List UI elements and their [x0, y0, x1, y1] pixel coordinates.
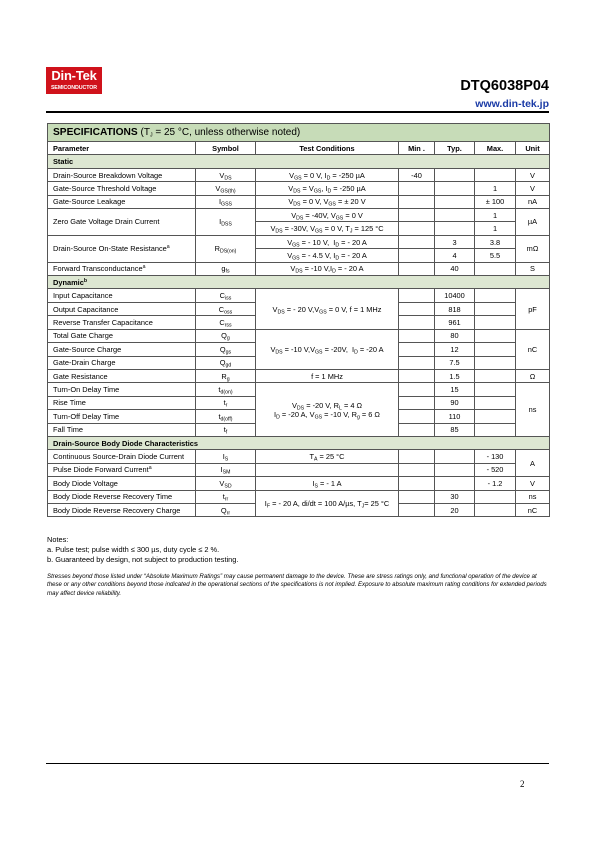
- unit-cell: pF: [516, 289, 550, 329]
- param-cell: Total Gate Charge: [48, 329, 196, 342]
- typ-cell: 12: [435, 343, 475, 356]
- param-cell: Gate-Source Leakage: [48, 195, 196, 208]
- min-cell: [399, 490, 435, 503]
- unit-cell: mΩ: [516, 235, 550, 262]
- param-cell: Gate Resistance: [48, 369, 196, 382]
- condition-cell: $V_{DS} = -30V$, $V_{GS} = 0$ V, $T_J = 125$ °C: [256, 222, 399, 235]
- typ-cell: 7.5: [435, 356, 475, 369]
- unit-cell: S: [516, 262, 550, 275]
- symbol-cell: $C_{iss}$: [196, 289, 256, 302]
- table-row: [48, 262, 550, 275]
- section-header-diode: Drain-Source Body Diode Characteristics: [48, 436, 550, 449]
- param-cell: Output Capacitance: [48, 302, 196, 315]
- param-cell: Turn-On Delay Time: [48, 383, 196, 396]
- min-cell: [399, 356, 435, 369]
- max-cell: [475, 289, 516, 302]
- unit-cell: A: [516, 450, 550, 477]
- table-row: [48, 450, 550, 463]
- max-cell: [475, 396, 516, 409]
- column-header: Min .: [399, 142, 435, 155]
- condition-cell: $V_{DS} = 0$ V, $V_{GS}$ = ± 20 V: [256, 195, 399, 208]
- param-cell: Forward Transconductance$^a$: [48, 262, 196, 275]
- max-cell: [475, 369, 516, 382]
- typ-cell: 110: [435, 410, 475, 423]
- min-cell: [399, 477, 435, 490]
- max-cell: [475, 490, 516, 503]
- min-cell: [399, 235, 435, 248]
- unit-cell: V: [516, 477, 550, 490]
- param-cell: Gate-Source Charge: [48, 343, 196, 356]
- max-cell: 3.8: [475, 235, 516, 248]
- min-cell: [399, 343, 435, 356]
- typ-cell: [435, 168, 475, 181]
- column-header: Test Conditions: [256, 142, 399, 155]
- param-cell: Turn-Off Delay Time: [48, 410, 196, 423]
- min-cell: [399, 262, 435, 275]
- typ-cell: 80: [435, 329, 475, 342]
- typ-cell: 1.5: [435, 369, 475, 382]
- table-row: [48, 490, 550, 503]
- company-logo: [46, 67, 102, 94]
- header-divider: [46, 111, 549, 113]
- param-cell: Rise Time: [48, 396, 196, 409]
- min-cell: [399, 289, 435, 302]
- logo-wordmark: Din-Tek: [51, 68, 97, 83]
- condition-cell: f = 1 MHz: [256, 369, 399, 382]
- footer-divider: [46, 763, 549, 764]
- table-row: [48, 235, 550, 248]
- condition-cell: $V_{DS} = -10$ $V,I_D$ = - 20 A: [256, 262, 399, 275]
- unit-cell: ns: [516, 490, 550, 503]
- symbol-cell: $V_{SD}$: [196, 477, 256, 490]
- typ-cell: 3: [435, 235, 475, 248]
- max-cell: [475, 168, 516, 181]
- max-cell: 1: [475, 182, 516, 195]
- typ-cell: 30: [435, 490, 475, 503]
- min-cell: [399, 410, 435, 423]
- symbol-cell: $R_g$: [196, 369, 256, 382]
- max-cell: 1: [475, 209, 516, 222]
- param-cell: Gate-Source Threshold Voltage: [48, 182, 196, 195]
- max-cell: [475, 383, 516, 396]
- section-header-row: [48, 155, 550, 168]
- symbol-cell: $Q_g$: [196, 329, 256, 342]
- min-cell: [399, 463, 435, 476]
- table-row: [48, 463, 550, 476]
- column-header: Symbol: [196, 142, 256, 155]
- typ-cell: [435, 182, 475, 195]
- typ-cell: 40: [435, 262, 475, 275]
- unit-cell: Ω: [516, 369, 550, 382]
- column-header: Typ.: [435, 142, 475, 155]
- table-title-row: [48, 124, 550, 142]
- unit-cell: V: [516, 168, 550, 181]
- symbol-cell: $V_{GS(th)}$: [196, 182, 256, 195]
- max-cell: [475, 503, 516, 516]
- symbol-cell: $t_r$: [196, 396, 256, 409]
- stress-disclaimer: Stresses beyond those listed under “Absolute Maximum Ratings” may cause permanent damage to the device. These are stress ratings only, and functional operation of the device at these or any other conditions beyond those indicated in the operational sections of the specifications is not implied. Exposure to absolute maximum rating conditions for extended periods may affect device reliability.: [47, 573, 547, 597]
- symbol-cell: $I_{DSS}$: [196, 209, 256, 236]
- min-cell: [399, 316, 435, 329]
- max-cell: ± 100: [475, 195, 516, 208]
- param-cell: Drain-Source On-State Resistance$^a$: [48, 235, 196, 262]
- condition-cell: $T_A = 25$ °C: [256, 450, 399, 463]
- note-b: b. Guaranteed by design, not subject to production testing.: [47, 555, 239, 564]
- symbol-cell: $C_{oss}$: [196, 302, 256, 315]
- column-header: Unit: [516, 142, 550, 155]
- website-link[interactable]: www.din-tek.jp: [475, 98, 549, 110]
- logo-tagline: SEMICONDUCTOR: [51, 85, 97, 91]
- max-cell: - 1.2: [475, 477, 516, 490]
- symbol-cell: $R_{DS(on)}$: [196, 235, 256, 262]
- min-cell: [399, 222, 435, 235]
- unit-cell: V: [516, 182, 550, 195]
- symbol-cell: $t_{rr}$: [196, 490, 256, 503]
- unit-cell: nC: [516, 503, 550, 516]
- condition-cell: [256, 463, 399, 476]
- min-cell: [399, 182, 435, 195]
- table-row: [48, 289, 550, 302]
- max-cell: [475, 316, 516, 329]
- condition-cell: $V_{DS} = -40V$, $V_{GS} = 0$ V: [256, 209, 399, 222]
- param-cell: Continuous Source-Drain Diode Current: [48, 450, 196, 463]
- typ-cell: [435, 477, 475, 490]
- typ-cell: 10400: [435, 289, 475, 302]
- symbol-cell: $t_{d(off)}$: [196, 410, 256, 423]
- min-cell: [399, 249, 435, 262]
- condition-cell: $V_{GS}$ = - 10 V, $I_D$ = - 20 A: [256, 235, 399, 248]
- condition-cell: $V_{DS}$ = - 20 $V,V_{GS} = 0$ V, f = 1 MHz: [256, 289, 399, 329]
- condition-cell: $V_{DS} = V_{GS}$, $I_D = -250$ µA: [256, 182, 399, 195]
- symbol-cell: $V_{DS}$: [196, 168, 256, 181]
- min-cell: -40: [399, 168, 435, 181]
- param-cell: Body Diode Reverse Recovery Charge: [48, 503, 196, 516]
- table-row: [48, 182, 550, 195]
- table-row: [48, 477, 550, 490]
- symbol-cell: $g_{fs}$: [196, 262, 256, 275]
- max-cell: - 130: [475, 450, 516, 463]
- typ-cell: [435, 450, 475, 463]
- column-header: Parameter: [48, 142, 196, 155]
- symbol-cell: $I_{SM}$: [196, 463, 256, 476]
- condition-cell: $V_{DS} = -20$ V, $R_L = 4$ Ω $I_D = -20$ A, $V_{GS} = -10$ V, $R_g = 6$ Ω: [256, 383, 399, 437]
- max-cell: [475, 410, 516, 423]
- condition-cell: $I_S$ = - 1 A: [256, 477, 399, 490]
- column-header: Max.: [475, 142, 516, 155]
- typ-cell: [435, 209, 475, 222]
- min-cell: [399, 503, 435, 516]
- table-row: [48, 209, 550, 222]
- table-row: [48, 329, 550, 342]
- max-cell: - 520: [475, 463, 516, 476]
- typ-cell: 90: [435, 396, 475, 409]
- column-header-row: [48, 142, 550, 155]
- max-cell: [475, 356, 516, 369]
- typ-cell: [435, 222, 475, 235]
- max-cell: [475, 262, 516, 275]
- typ-cell: [435, 195, 475, 208]
- param-cell: Zero Gate Voltage Drain Current: [48, 209, 196, 236]
- max-cell: [475, 302, 516, 315]
- min-cell: [399, 396, 435, 409]
- min-cell: [399, 302, 435, 315]
- condition-cell: $V_{GS} = 0$ V, $I_D = -250$ µA: [256, 168, 399, 181]
- min-cell: [399, 329, 435, 342]
- symbol-cell: $Q_{rr}$: [196, 503, 256, 516]
- symbol-cell: $C_{rss}$: [196, 316, 256, 329]
- param-cell: Gate-Drain Charge: [48, 356, 196, 369]
- typ-cell: 85: [435, 423, 475, 436]
- table-row: [48, 168, 550, 181]
- max-cell: 5.5: [475, 249, 516, 262]
- unit-cell: nC: [516, 329, 550, 369]
- symbol-cell: $I_S$: [196, 450, 256, 463]
- unit-cell: nA: [516, 195, 550, 208]
- symbol-cell: $t_{d(on)}$: [196, 383, 256, 396]
- unit-cell: ns: [516, 383, 550, 437]
- condition-cell: $I_F$ = - 20 A, di/dt = 100 A/µs, $T_J= 25$ °C: [256, 490, 399, 517]
- notes-block: [47, 535, 238, 565]
- specifications-table: [47, 123, 550, 517]
- table-row: [48, 369, 550, 382]
- notes-heading: Notes:: [47, 535, 69, 544]
- min-cell: [399, 195, 435, 208]
- min-cell: [399, 383, 435, 396]
- page-number: 2: [520, 779, 525, 789]
- section-header-row: [48, 276, 550, 289]
- max-cell: [475, 423, 516, 436]
- typ-cell: 818: [435, 302, 475, 315]
- condition-cell: $V_{DS} = -10$ $V,V_{GS} = -20V$, $I_D = -20$ A: [256, 329, 399, 369]
- condition-cell: $V_{GS}$ = - 4.5 V, $I_D$ = - 20 A: [256, 249, 399, 262]
- part-number: DTQ6038P04: [460, 78, 549, 94]
- typ-cell: 4: [435, 249, 475, 262]
- min-cell: [399, 369, 435, 382]
- param-cell: Reverse Transfer Capacitance: [48, 316, 196, 329]
- max-cell: [475, 343, 516, 356]
- section-header-dynamic: Dynamic$^b$: [48, 276, 550, 289]
- max-cell: [475, 329, 516, 342]
- min-cell: [399, 423, 435, 436]
- param-cell: Input Capacitance: [48, 289, 196, 302]
- min-cell: [399, 450, 435, 463]
- param-cell: Drain-Source Breakdown Voltage: [48, 168, 196, 181]
- unit-cell: µA: [516, 209, 550, 236]
- typ-cell: 20: [435, 503, 475, 516]
- table-row: [48, 383, 550, 396]
- table-title: SPECIFICATIONS ($T_J = 25$ °C, unless otherwise noted): [48, 124, 550, 142]
- typ-cell: 15: [435, 383, 475, 396]
- symbol-cell: $I_{GSS}$: [196, 195, 256, 208]
- max-cell: 1: [475, 222, 516, 235]
- symbol-cell: $Q_{gs}$: [196, 343, 256, 356]
- section-header-static: Static: [48, 155, 550, 168]
- section-header-row: [48, 436, 550, 449]
- table-row: [48, 195, 550, 208]
- symbol-cell: $t_f$: [196, 423, 256, 436]
- param-cell: Body Diode Voltage: [48, 477, 196, 490]
- note-a: a. Pulse test; pulse width ≤ 300 µs, duty cycle ≤ 2 %.: [47, 545, 220, 554]
- param-cell: Body Diode Reverse Recovery Time: [48, 490, 196, 503]
- param-cell: Fall Time: [48, 423, 196, 436]
- min-cell: [399, 209, 435, 222]
- typ-cell: [435, 463, 475, 476]
- param-cell: Pulse Diode Forward Current$^a$: [48, 463, 196, 476]
- typ-cell: 961: [435, 316, 475, 329]
- symbol-cell: $Q_{gd}$: [196, 356, 256, 369]
